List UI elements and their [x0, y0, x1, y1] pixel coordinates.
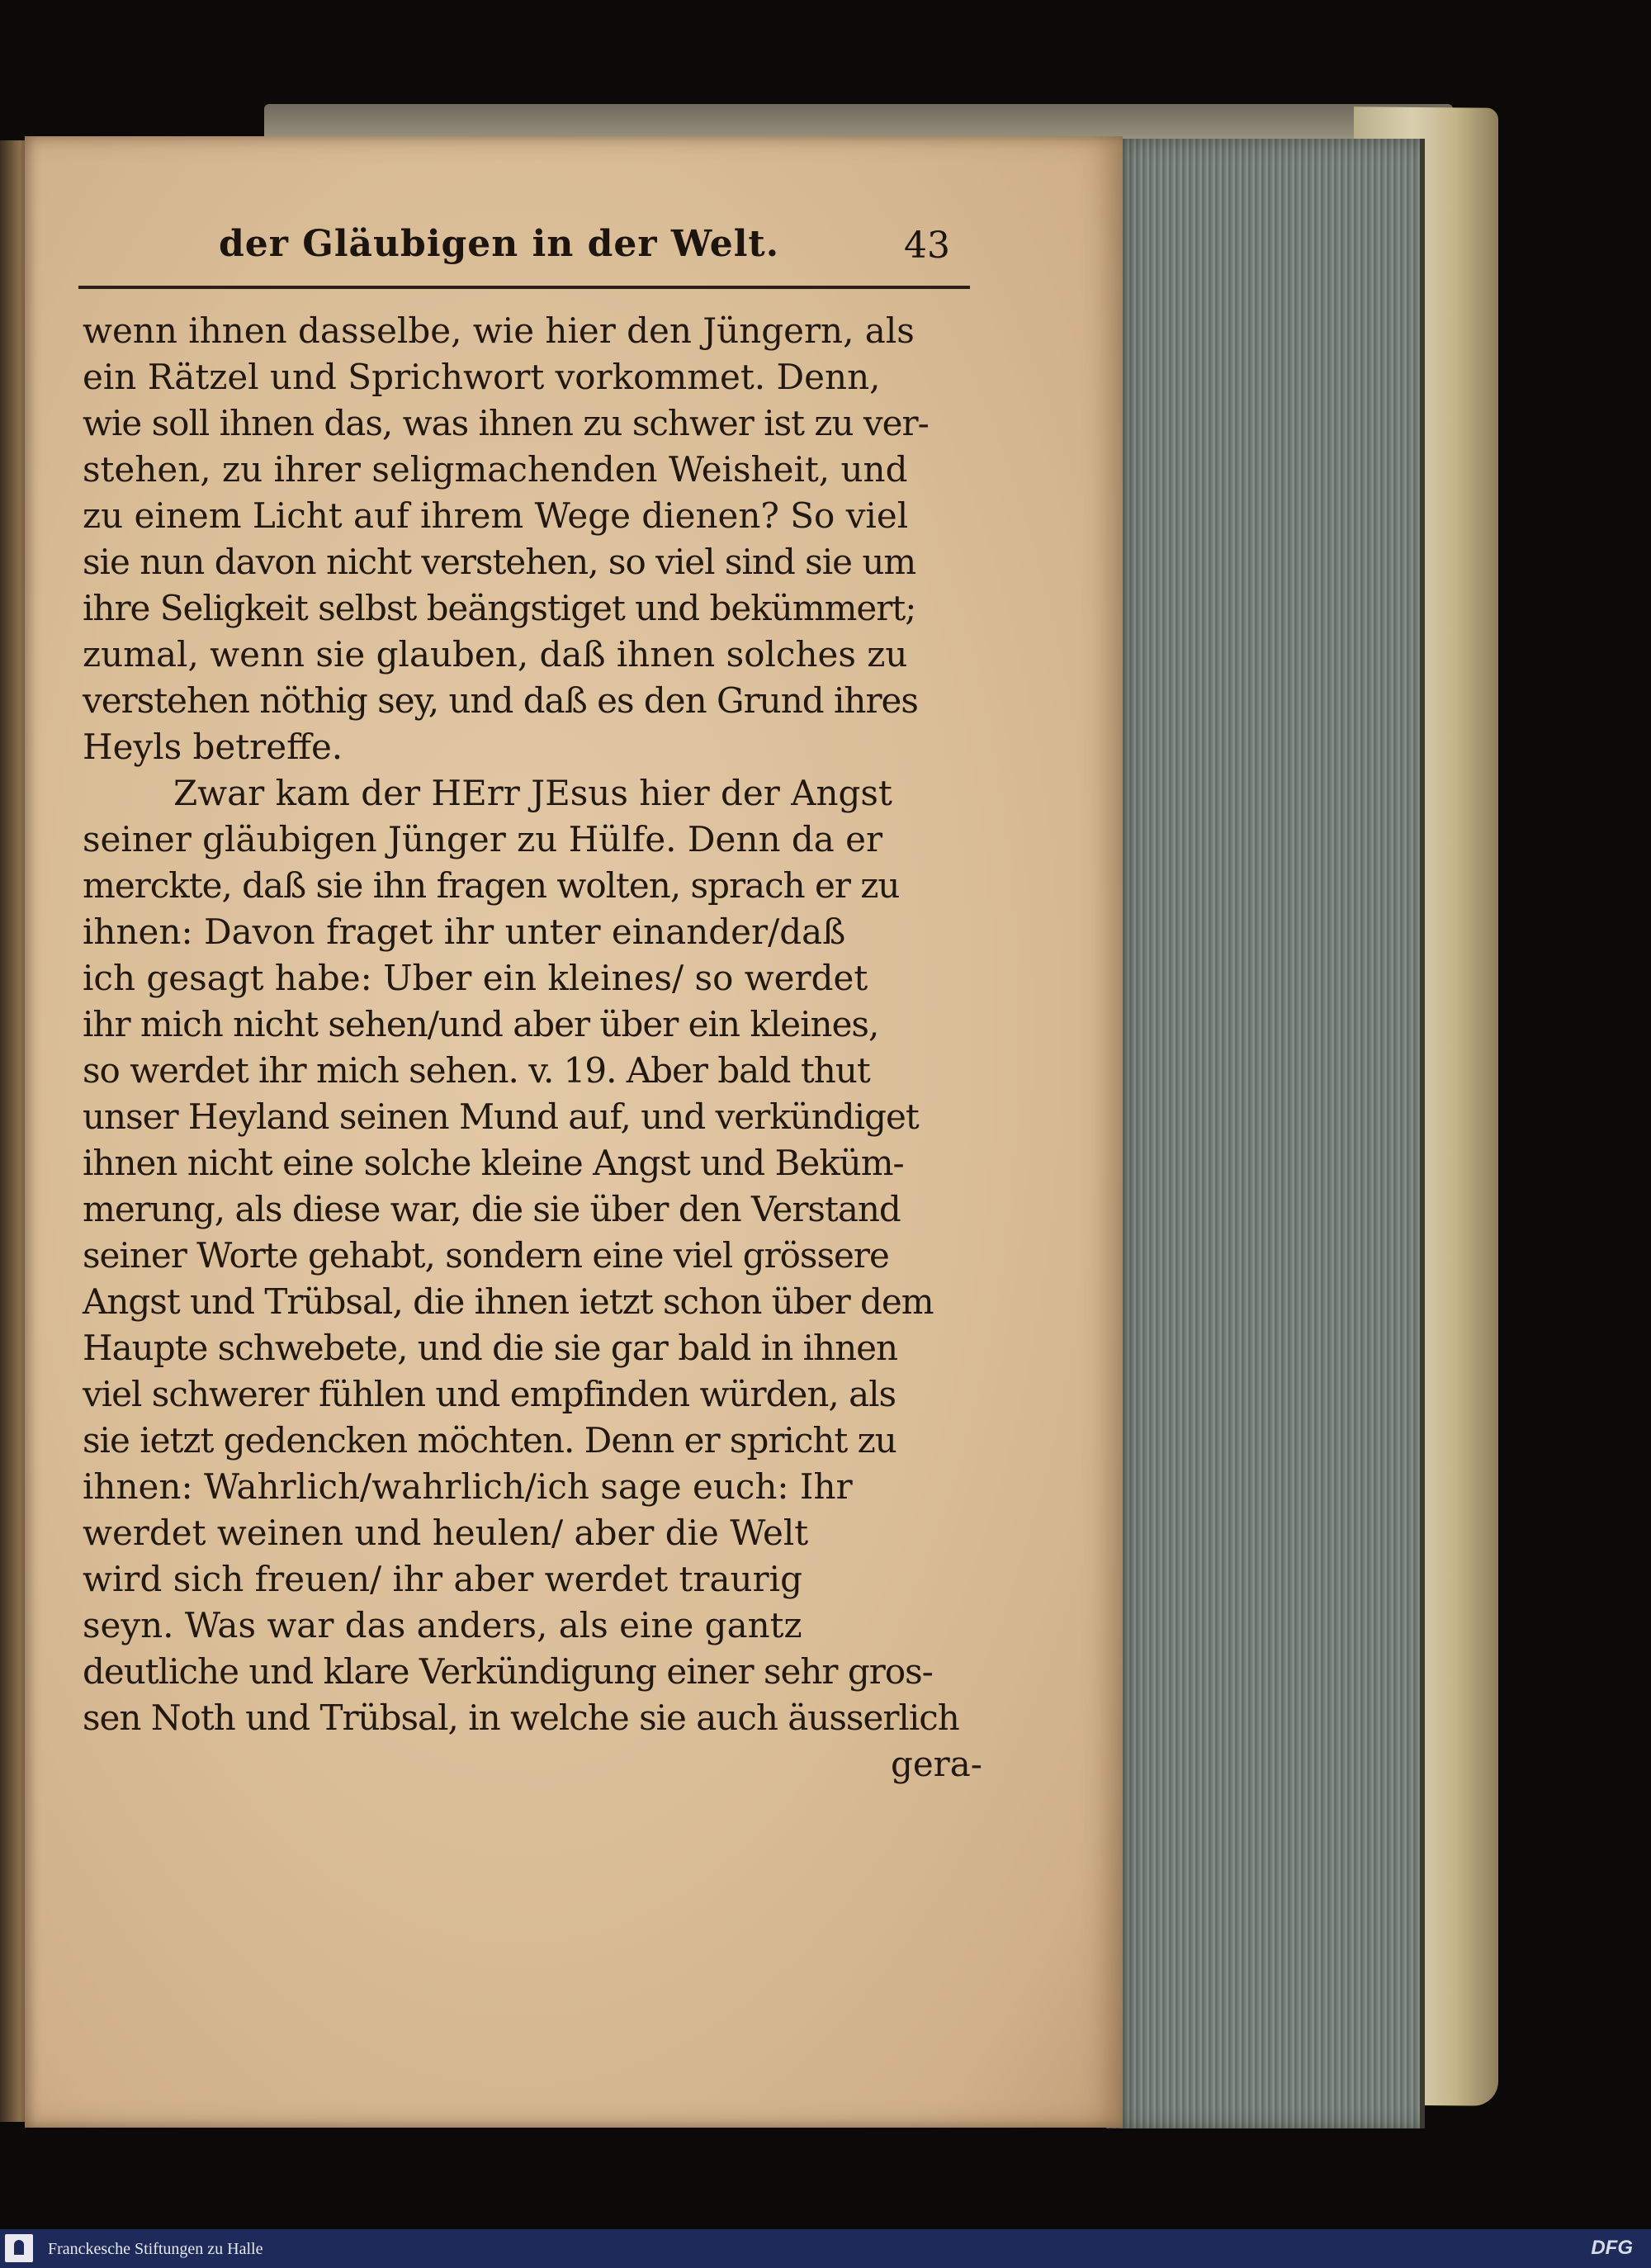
page-number: 43	[904, 225, 950, 267]
text-line: verstehen nöthig sey, und daß es den Grund ihres	[83, 680, 918, 721]
text-line: ihnen: Wahrlich/wahrlich/ich sage euch: Ihr	[83, 1466, 853, 1507]
text-line: so werdet ihr mich sehen. v. 19. Aber bald thut	[83, 1050, 870, 1091]
text-line: viel schwerer fühlen und empfinden würden, als	[83, 1374, 896, 1414]
text-line: merung, als diese war, die sie über den Verstand	[83, 1189, 901, 1229]
text-line: sie ietzt gedencken möchten. Denn er spricht zu	[83, 1420, 896, 1461]
page-fore-edge	[1106, 139, 1425, 2128]
institution-logo-icon	[5, 2234, 33, 2262]
text-line: stehen, zu ihrer seligmachenden Weisheit, und	[83, 449, 908, 490]
text-line: wie soll ihnen das, was ihnen zu schwer ist zu ver-	[83, 403, 929, 443]
text-line: seiner Worte gehabt, sondern eine viel grössere	[83, 1235, 889, 1276]
text-line: unser Heyland seinen Mund auf, und verkündiget	[83, 1096, 919, 1137]
text-line: ich gesagt habe: Uber ein kleines/ so werdet	[83, 958, 868, 998]
text-line: ein Rätzel und Sprichwort vorkommet. Denn,	[83, 357, 881, 397]
text-line: seiner gläubigen Jünger zu Hülfe. Denn da er	[83, 819, 883, 859]
text-line: zumal, wenn sie glauben, daß ihnen solches zu	[83, 634, 908, 675]
text-line: wenn ihnen dasselbe, wie hier den Jüngern, als	[83, 310, 915, 351]
viewer-footer	[0, 2229, 1651, 2268]
text-line: zu einem Licht auf ihrem Wege dienen? So viel	[83, 495, 909, 536]
text-line: werdet weinen und heulen/ aber die Welt	[83, 1513, 809, 1553]
text-line: ihr mich nicht sehen/und aber über ein kleines,	[83, 1004, 879, 1044]
body-text	[83, 308, 991, 1787]
page-header	[78, 223, 970, 272]
catchword: gera-	[890, 1744, 982, 1784]
text-line: sie nun davon nicht verstehen, so viel sind sie um	[83, 542, 916, 582]
text-line: ihnen nicht eine solche kleine Angst und Beküm-	[83, 1143, 904, 1183]
text-line: Haupte schwebete, und die sie gar bald in ihnen	[83, 1328, 898, 1368]
running-head: der Gläubigen in der Welt.	[219, 223, 780, 265]
text-line: merckte, daß sie ihn fragen wolten, sprach er zu	[83, 865, 900, 906]
text-line: seyn. Was war das anders, als eine gantz	[83, 1605, 802, 1645]
text-line: Heyls betreffe.	[83, 727, 343, 767]
header-rule	[78, 286, 970, 289]
text-line: sen Noth und Trübsal, in welche sie auch äusserlich	[83, 1697, 959, 1738]
dfg-logo: DFG	[1591, 2237, 1633, 2259]
text-line: Zwar kam der HErr JEsus hier der Angst	[173, 773, 892, 813]
text-line: deutliche und klare Verkündigung einer sehr gros-	[83, 1651, 933, 1692]
text-line: ihre Seligkeit selbst beängstiget und bekümmert;	[83, 588, 916, 628]
institution-name[interactable]: Franckesche Stiftungen zu Halle	[48, 2240, 263, 2258]
text-line: Angst und Trübsal, die ihnen ietzt schon über dem	[83, 1281, 934, 1322]
text-line: wird sich freuen/ ihr aber werdet traurig	[83, 1559, 802, 1599]
text-line: ihnen: Davon fraget ihr unter einander/daß	[83, 911, 846, 952]
